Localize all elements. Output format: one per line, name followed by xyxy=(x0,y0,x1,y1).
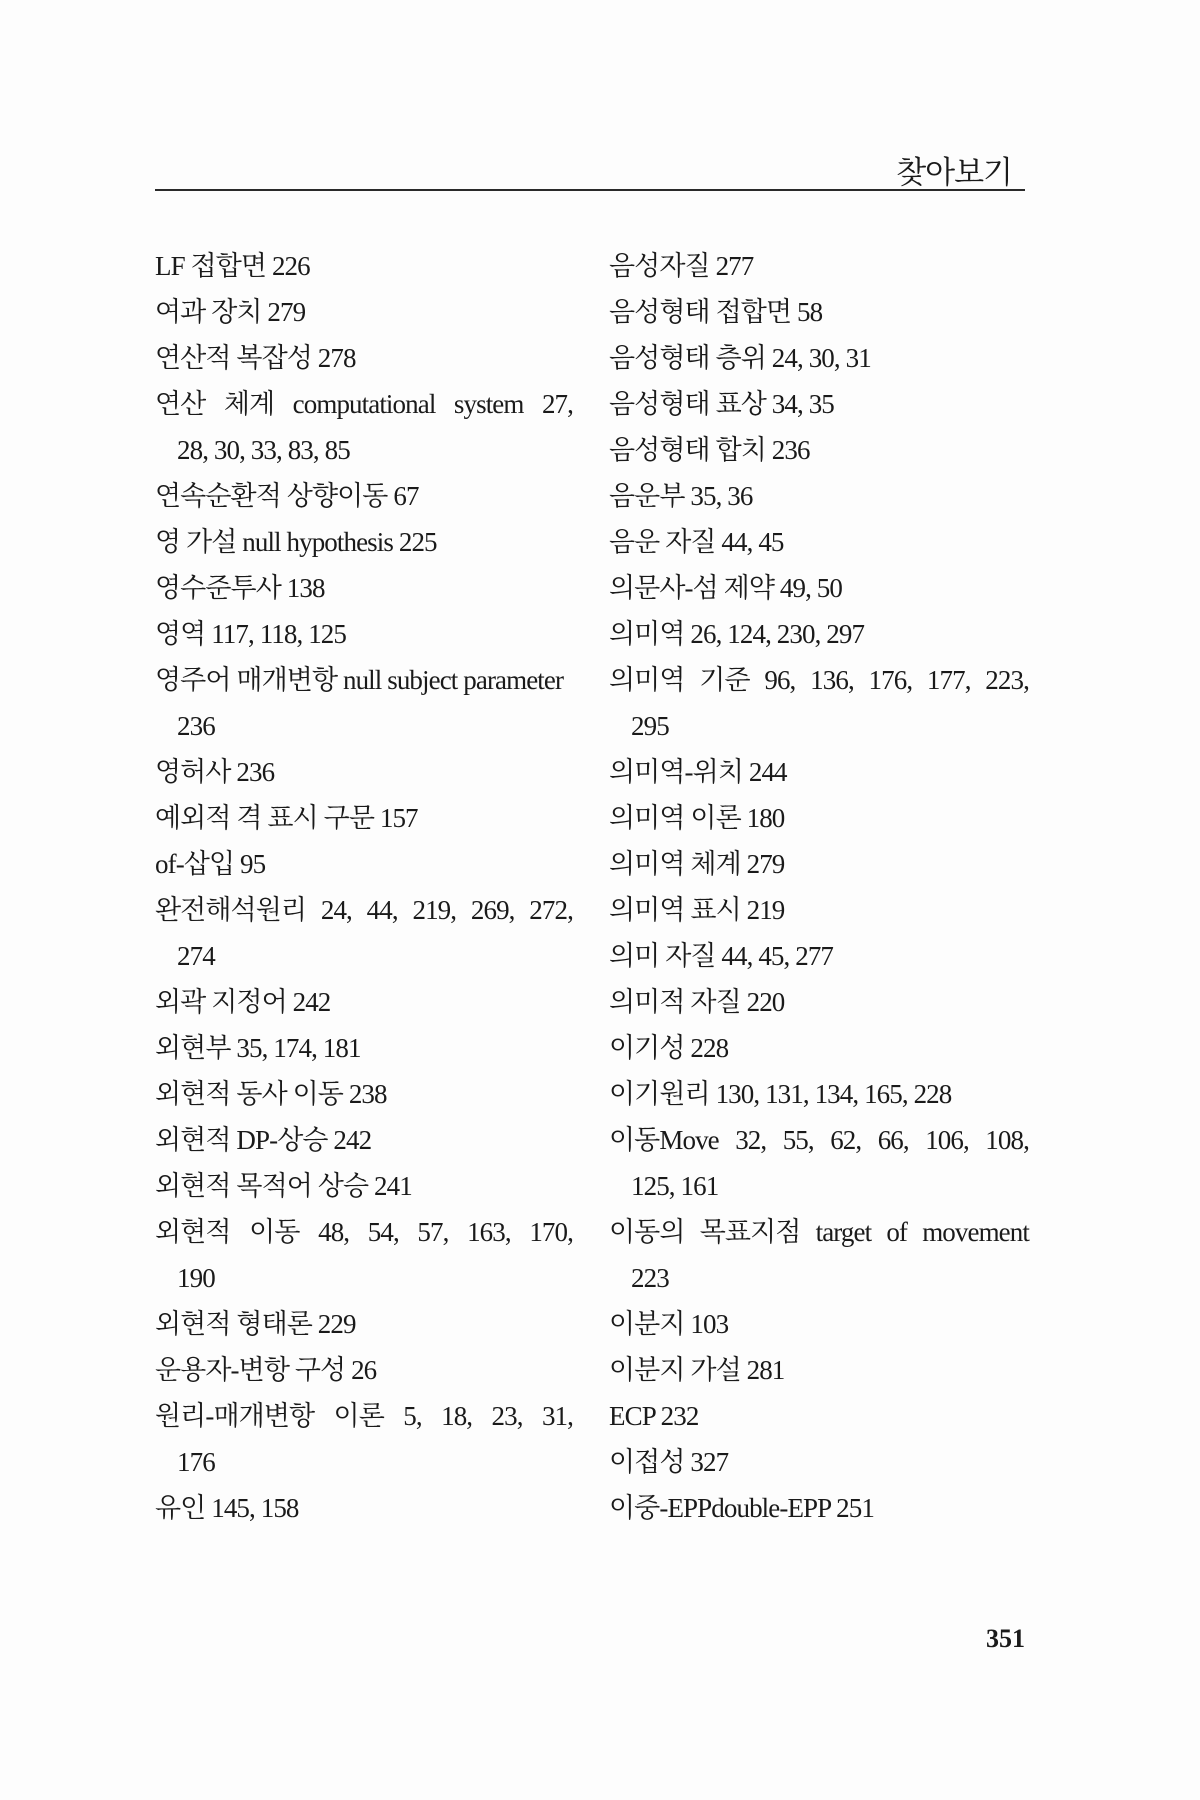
index-entry: 의미적 자질 220 xyxy=(609,987,785,1017)
index-entry: 이기성 228 xyxy=(609,1033,729,1063)
index-entry-continuation: 295 xyxy=(631,711,669,741)
index-entry: 영역 117, 118, 125 xyxy=(155,619,347,649)
header-rule xyxy=(155,189,1025,191)
index-entry: 이접성 327 xyxy=(609,1447,729,1477)
index-entry: 외곽 지정어 242 xyxy=(155,987,331,1017)
index-entry: 영주어 매개변항 null subject parameter xyxy=(155,665,564,695)
index-entry: 이기원리 130, 131, 134, 165, 228 xyxy=(609,1079,952,1109)
index-entry: 의미역-위치 244 xyxy=(609,757,787,787)
index-entry: 유인 145, 158 xyxy=(155,1493,299,1523)
index-entry: 외현적 형태론 229 xyxy=(155,1309,356,1339)
index-entry: 음성형태 표상 34, 35 xyxy=(609,389,834,419)
index-entry: 영 가설 null hypothesis 225 xyxy=(155,527,437,557)
index-entry: 의미역 26, 124, 230, 297 xyxy=(609,619,865,649)
index-entry: ECP 232 xyxy=(609,1401,699,1431)
index-entry: 완전해석원리 24, 44, 219, 269, 272, xyxy=(155,895,573,925)
index-entry: 음성자질 277 xyxy=(609,251,754,281)
running-head: 찾아보기 xyxy=(896,155,1012,191)
index-entry: 의미역 체계 279 xyxy=(609,849,785,879)
index-entry: 이동의 목표지점 target of movement xyxy=(609,1217,1029,1247)
index-entry: 음성형태 층위 24, 30, 31 xyxy=(609,343,871,373)
index-entry: 외현적 이동 48, 54, 57, 163, 170, xyxy=(155,1217,573,1247)
index-entry: 음성형태 합치 236 xyxy=(609,435,810,465)
index-entry: 운용자-변항 구성 26 xyxy=(155,1355,377,1385)
index-entry: 의미역 이론 180 xyxy=(609,803,785,833)
index-entry: 의문사-섬 제약 49, 50 xyxy=(609,573,842,603)
index-entry: 여과 장치 279 xyxy=(155,297,306,327)
index-entry: 이동Move 32, 55, 62, 66, 106, 108, xyxy=(609,1125,1029,1155)
page-number: 351 xyxy=(986,1624,1025,1653)
index-entry: 의미역 기준 96, 136, 176, 177, 223, xyxy=(609,665,1029,695)
index-entry: 음운부 35, 36 xyxy=(609,481,753,511)
index-column-right xyxy=(609,243,1029,1531)
index-entry: 원리-매개변항 이론 5, 18, 23, 31, xyxy=(155,1401,573,1431)
index-entry-continuation: 28, 30, 33, 83, 85 xyxy=(177,435,350,465)
index-entry: 이분지 103 xyxy=(609,1309,729,1339)
index-entry-continuation: 274 xyxy=(177,941,215,971)
index-entry-continuation: 236 xyxy=(177,711,215,741)
index-entry: 예외적 격 표시 구문 157 xyxy=(155,803,418,833)
index-entry: 음운 자질 44, 45 xyxy=(609,527,784,557)
index-entry-continuation: 125, 161 xyxy=(631,1171,719,1201)
index-entry-continuation: 190 xyxy=(177,1263,215,1293)
index-entry: 외현부 35, 174, 181 xyxy=(155,1033,361,1063)
index-entry: 이중-EPPdouble-EPP 251 xyxy=(609,1493,874,1523)
index-entry: LF 접합면 226 xyxy=(155,251,310,281)
index-entry: 연산적 복잡성 278 xyxy=(155,343,356,373)
index-entry-continuation: 223 xyxy=(631,1263,669,1293)
index-entry: 연속순환적 상향이동 67 xyxy=(155,481,419,511)
index-entry: 외현적 DP-상승 242 xyxy=(155,1125,372,1155)
index-entry: 의미 자질 44, 45, 277 xyxy=(609,941,834,971)
index-entry: 음성형태 접합면 58 xyxy=(609,297,823,327)
index-entry: of-삽입 95 xyxy=(155,849,266,879)
index-entry: 영수준투사 138 xyxy=(155,573,325,603)
index-entry: 외현적 동사 이동 238 xyxy=(155,1079,387,1109)
index-entry: 의미역 표시 219 xyxy=(609,895,785,925)
index-entry: 이분지 가설 281 xyxy=(609,1355,785,1385)
index-entry: 외현적 목적어 상승 241 xyxy=(155,1171,412,1201)
index-entry: 영허사 236 xyxy=(155,757,275,787)
index-entry: 연산 체계 computational system 27, xyxy=(155,389,573,419)
index-column-left xyxy=(155,243,573,1531)
index-entry-continuation: 176 xyxy=(177,1447,215,1477)
